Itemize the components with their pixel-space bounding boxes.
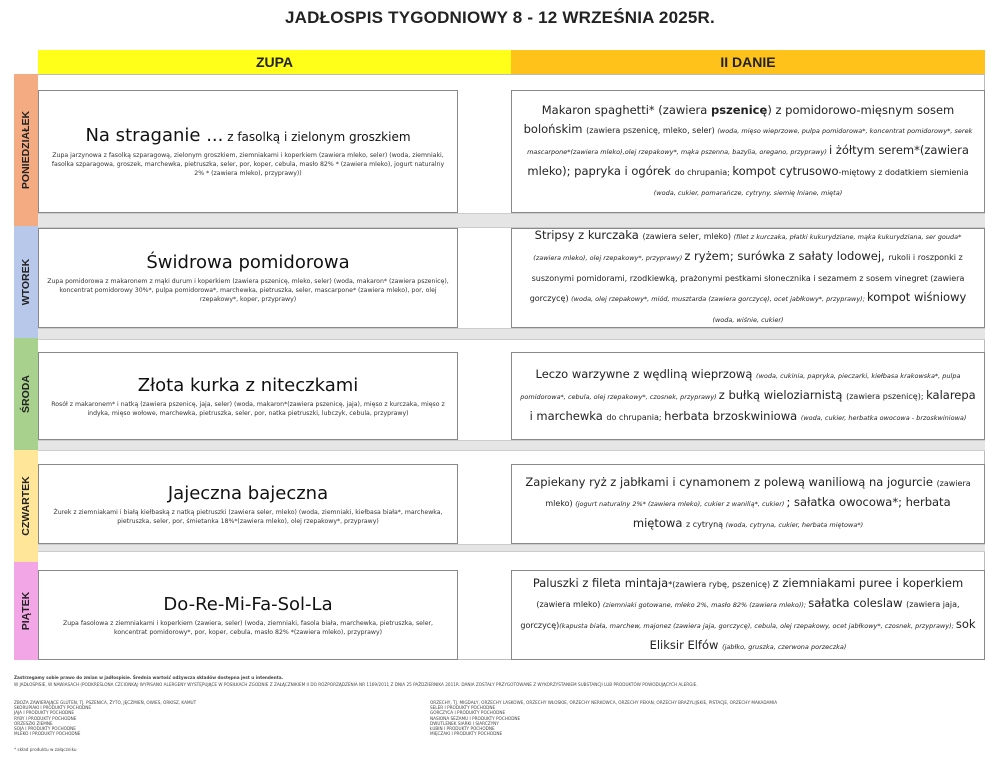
main-dish-fragment: (jogurt naturalny 2%* (zawiera mleko), cukier z wanilią*, cukier) [575, 500, 787, 508]
footer-notice-line: W JADŁOSPISIE, W NAWIASACH (PODKREŚLONA CZCIONKĄ) WYPISANO ALERGENY WYSTĘPUJĄCE W POSIŁKACH ZGODNIE Z ZAŁĄCZNIKIEM II DO ROZPORZĄDZENIA NR 1169/2011 Z DNIA 25 PAŹDZIERNIKA 2011R. DANIA ZOSTAŁY PRZYGOTOWANE Z WYKORZYSTANIEM SUBSTANCJI LUB PRODUKTÓW POWODUJĄCYCH ALERGIE. [14, 682, 698, 687]
row-separator [38, 328, 985, 340]
main-dish-fragment: (woda, cukier, pomarańcze, cytryny, siemię lniane, mięta) [653, 188, 843, 197]
allergen-item: GORCZYCA I PRODUKTY POCHODNE [430, 710, 506, 716]
allergen-item: ZBOŻA ZAWIERAJĄCE GLUTEN, TJ. PSZENICA, ŻYTO, JĘCZMIEŃ, OWIES, ORKISZ, KAMUT [14, 700, 197, 705]
main-dish-fragment: herbata brzoskwiniowa [664, 408, 801, 423]
main-dish-fragment: Paluszki z fileta mintaja [532, 575, 669, 590]
row-separator [38, 213, 985, 228]
day-name: CZWARTEK [20, 476, 32, 536]
main-dish-fragment: kompot wiśniowy [866, 290, 967, 304]
main-dish-cell [511, 90, 985, 213]
allergen-item: MLEKO I PRODUKTY POCHODNE [14, 731, 81, 737]
soup-name [138, 375, 359, 397]
main-dish-fragment: ) z pomidorowo-mięsnym sosem bolońskim [523, 102, 955, 136]
day-label-1 [14, 74, 38, 226]
main-dish-fragment: (woda, wiśnie, cukier) [712, 316, 784, 324]
soup-title: Złota kurka z niteczkami [137, 374, 359, 396]
soup-description: Zupa pomidorowa z makaronem z mąki durum i koperkiem (zawiera pszenicę, mleko, seler) (woda, makaron* (zawiera pszenicę), koncentrat pomidorowy 30%*, pulpa pomidorowa*, marchewka, pietruszka, seler, mascarpone* (zawiera mleko), por, olej rzepakowy*, koper, przyprawy) [47, 278, 449, 303]
day-name: PIĄTEK [20, 591, 32, 631]
allergen-item: SELER I PRODUKTY POCHODNE [430, 705, 496, 711]
soup-description: Zupa fasolowa z ziemniakami i koperkiem (zawiera, seler) (woda, ziemniaki, fasola biała, marchewka, pietruszka, seler, koncentrat pomidorowy*, por, koper, cebula, masło 82% *(zawiera mleko), przyprawy) [62, 619, 434, 636]
allergens-list-right [430, 700, 777, 736]
soup-name [168, 483, 328, 505]
day-name: ŚRODA [20, 375, 32, 413]
soup-title: Jajeczna bajeczna [167, 482, 329, 504]
soup-name [146, 252, 349, 274]
main-dish-fragment: -miętowy z dodatkiem siemienia [838, 167, 969, 177]
allergens-list-left [14, 700, 196, 736]
main-dish-fragment: (woda, cukinia, papryka, pieczarki, kiełbasa krakowska*, pulpa pomidorowa*, cebula, olej rzepakowy*, czosnek, przyprawy) [520, 371, 961, 401]
soup-description: Żurek z ziemniakami i białą kiełbaską z natką pietruszki (zawiera seler, mleko) (woda, ziemniaki, kiełbasa biała*, marchewka, pietruszka, seler, por, śmietanka 18%*(zawiera mleko), olej rzepakowy*, przyprawy) [53, 508, 443, 525]
main-dish-fragment: Stripsy z kurczaka [534, 228, 643, 242]
soup-name [163, 594, 332, 616]
main-dish-fragment: Zapiekany ryż z jabłkami i cynamonem z polewą waniliową na jogurcie [525, 475, 937, 489]
main-dish-fragment: Makaron spaghetti* (zawiera [541, 102, 711, 117]
main-dish-fragment: (jabłko, gruszka, czerwona porzeczka) [722, 642, 847, 651]
main-dish-fragment: (zawiera pszenicę, mleko, seler) [586, 125, 718, 135]
main-dish-fragment: (zawiera pszenicę); [846, 391, 927, 401]
main-dish-fragment: *(zawiera rybę, pszenicę) [668, 579, 773, 589]
main-dish-fragment: (zawiera seler, mleko) [642, 232, 734, 241]
main-dish-fragment: pszenicę [710, 102, 768, 117]
soup-description: Zupa jarzynowa z fasolką szparagową, zielonym groszkiem, ziemniakami i koperkiem (zawiera mleko, seler) (woda, ziemniaki, fasolka szparagowa, groszek, marchewka, pietruszka, seler, por, koper, cebula, masło 82% * (zawiera mleko), jogurt naturalny 2% * (zawiera mleko), przyprawy)) [51, 152, 445, 177]
menu-title: JADŁOSPIS TYGODNIOWY 8 - 12 WRZEŚNIA 2025R. [285, 8, 715, 27]
main-dish-fragment: sok Eliksir Elfów [649, 616, 976, 652]
main-dish-fragment: (filet z kurczaka, płatki kukurydziane, mąka kukurydziana, ser gouda* (zawiera mleko), olej rzepakowy*, przyprawy) [533, 233, 962, 262]
main-dish-fragment: z ziemniakami puree i koperkiem [772, 575, 964, 590]
main-dish-fragment: i żółtym serem*(zawiera mleko); papryka i ogórek [527, 142, 969, 178]
main-dish-fragment: rukoli i roszponki z suszonymi pomidorami, rzodkiewką, prażonymi pestkami słonecznika i sezamem z sosem vinegret [531, 253, 963, 283]
main-dish-fragment: kompot cytrusowo [732, 163, 839, 178]
soup-title: Świdrowa pomidorowa [146, 252, 350, 273]
allergen-item: JAJA I PRODUKTY POCHODNE [14, 710, 75, 716]
row-separator [38, 544, 985, 552]
main-dish-fragment: ; sałatka owocowa*; herbata miętowa [632, 495, 951, 530]
soup-description: Rosół z makaronem* i natką (zawiera pszenicę, jaja, seler) (woda, makaron*(zawiera pszenicę, jaja), mięso z kurczaka, mięso z indyka, mięso wołowe, marchewka, pietruszka, seler, por, natka pietruszki, lubczyk, cebula, przyprawy) [51, 400, 445, 417]
main-dish-fragment: (woda, cytryna, cukier, herbata miętowa*) [725, 521, 864, 529]
main-dish-fragment: (woda, olej rzepakowy*, miód, musztarda (zawiera gorczycę), ocet jabłkowy*, przyprawy); [571, 295, 867, 303]
main-dish-text [520, 473, 976, 535]
main-dish-text [520, 228, 976, 328]
main-dish-fragment: sałatka coleslaw [808, 595, 907, 610]
soup-cell [38, 352, 458, 440]
day-label-3 [14, 338, 38, 450]
main-dish-text [520, 101, 976, 203]
main-dish-fragment: (ziemniaki gotowane, mleko 2%, masło 82% (zawiera mleko)); [602, 600, 809, 609]
allergen-item: ORZECHY, TJ. MIGDAŁY, ORZECHY LASKOWE, ORZECHY WŁOSKIE, ORZECHY NERKOWCA, ORZECHY PEKAN, ORZECHY BRAZYLIJSKIE, PISTACJE, ORZECHY MAKADAMIA [430, 700, 778, 705]
soup-cell [38, 570, 458, 660]
main-dish-fragment: (zawiera mleko) [536, 599, 603, 609]
day-name: WTOREK [20, 258, 32, 306]
day-label-4 [14, 450, 38, 562]
main-dish-fragment: z bułką wieloziarnistą [718, 387, 847, 402]
allergen-item: ORZESZKI ZIEMNE [14, 720, 53, 726]
day-name: PONIEDZIAŁEK [20, 110, 32, 190]
main-dish-fragment: (zawiera gorczycę) [529, 274, 965, 303]
soup-title: Do-Re-Mi-Fa-Sol-La [163, 593, 333, 615]
main-dish-cell [511, 228, 985, 328]
main-dish-fragment: (kapusta biała, marchew, majonez (zawiera jaja, gorczycę), cebula, olej rzepakowy, ocet jabłkowy*, czosnek, przyprawy); [559, 621, 956, 630]
allergen-item: MIĘCZAKI I PRODUKTY POCHODNE [430, 731, 503, 737]
main-column-header: II DANIE [511, 50, 985, 74]
footer-notice-title: Zastrzegamy sobie prawo do zmian w jadłospisie. Średnia wartość odżywcza składów dostępna jest u intendenta. [14, 675, 284, 680]
main-dish-cell [511, 570, 985, 660]
main-dish-text [520, 365, 976, 428]
soup-cell [38, 464, 458, 544]
main-dish-text [520, 574, 976, 657]
main-dish-fragment: Leczo warzywne z wędliną wieprzową [535, 366, 757, 381]
main-dish-cell [511, 464, 985, 544]
main-dish-fragment: do chrupania; [674, 167, 733, 177]
soup-title-suffix: z fasolką i zielonym groszkiem [223, 130, 411, 144]
soup-cell [38, 228, 458, 328]
row-separator [38, 440, 985, 451]
main-dish-fragment: do chrupania; [606, 412, 665, 422]
allergen-item: SKORUPIAKI I PRODUKTY POCHODNE [14, 705, 92, 711]
day-label-2 [14, 226, 38, 338]
allergen-item: ŁUBIN I PRODUKTY POCHODNE [430, 726, 495, 732]
main-dish-fragment: (zawiera jaja, gorczycę) [520, 599, 960, 630]
allergen-item: NASIONA SEZAMU I PRODUKTY POCHODNE [430, 715, 521, 721]
soup-cell [38, 90, 458, 213]
main-dish-fragment: z cytryną [686, 520, 726, 529]
allergen-item: DWUTLENEK SIARKI I SIARCZYNY [430, 720, 499, 726]
soup-title: Na straganie ... [85, 125, 224, 146]
asterisk-note: * skład produktu w załączniku [14, 747, 77, 752]
main-dish-fragment: kalarepa i marchewka [529, 387, 976, 423]
soup-name [85, 125, 410, 148]
main-dish-fragment: (zawiera mleko) [545, 479, 971, 508]
main-dish-fragment: (woda, mięso wieprzowe, pulpa pomidorowa*, koncentrat pomidorowy*, serek mascarpone*(zawiera mleko),olej rzepakowy*, mąka pszenna, bazylia, oregano, przyprawy) [527, 126, 973, 156]
allergen-item: SOJA I PRODUKTY POCHODNE [14, 726, 76, 732]
day-label-5 [14, 562, 38, 660]
main-dish-cell [511, 352, 985, 440]
allergen-item: RYBY I PRODUKTY POCHODNE [14, 715, 77, 721]
main-dish-fragment: z ryżem; surówka z sałaty lodowej, [684, 249, 889, 263]
main-dish-fragment: (woda, cukier, herbatka owocowa - brzoskwiniowa) [800, 413, 967, 422]
soup-column-header: ZUPA [38, 50, 511, 74]
